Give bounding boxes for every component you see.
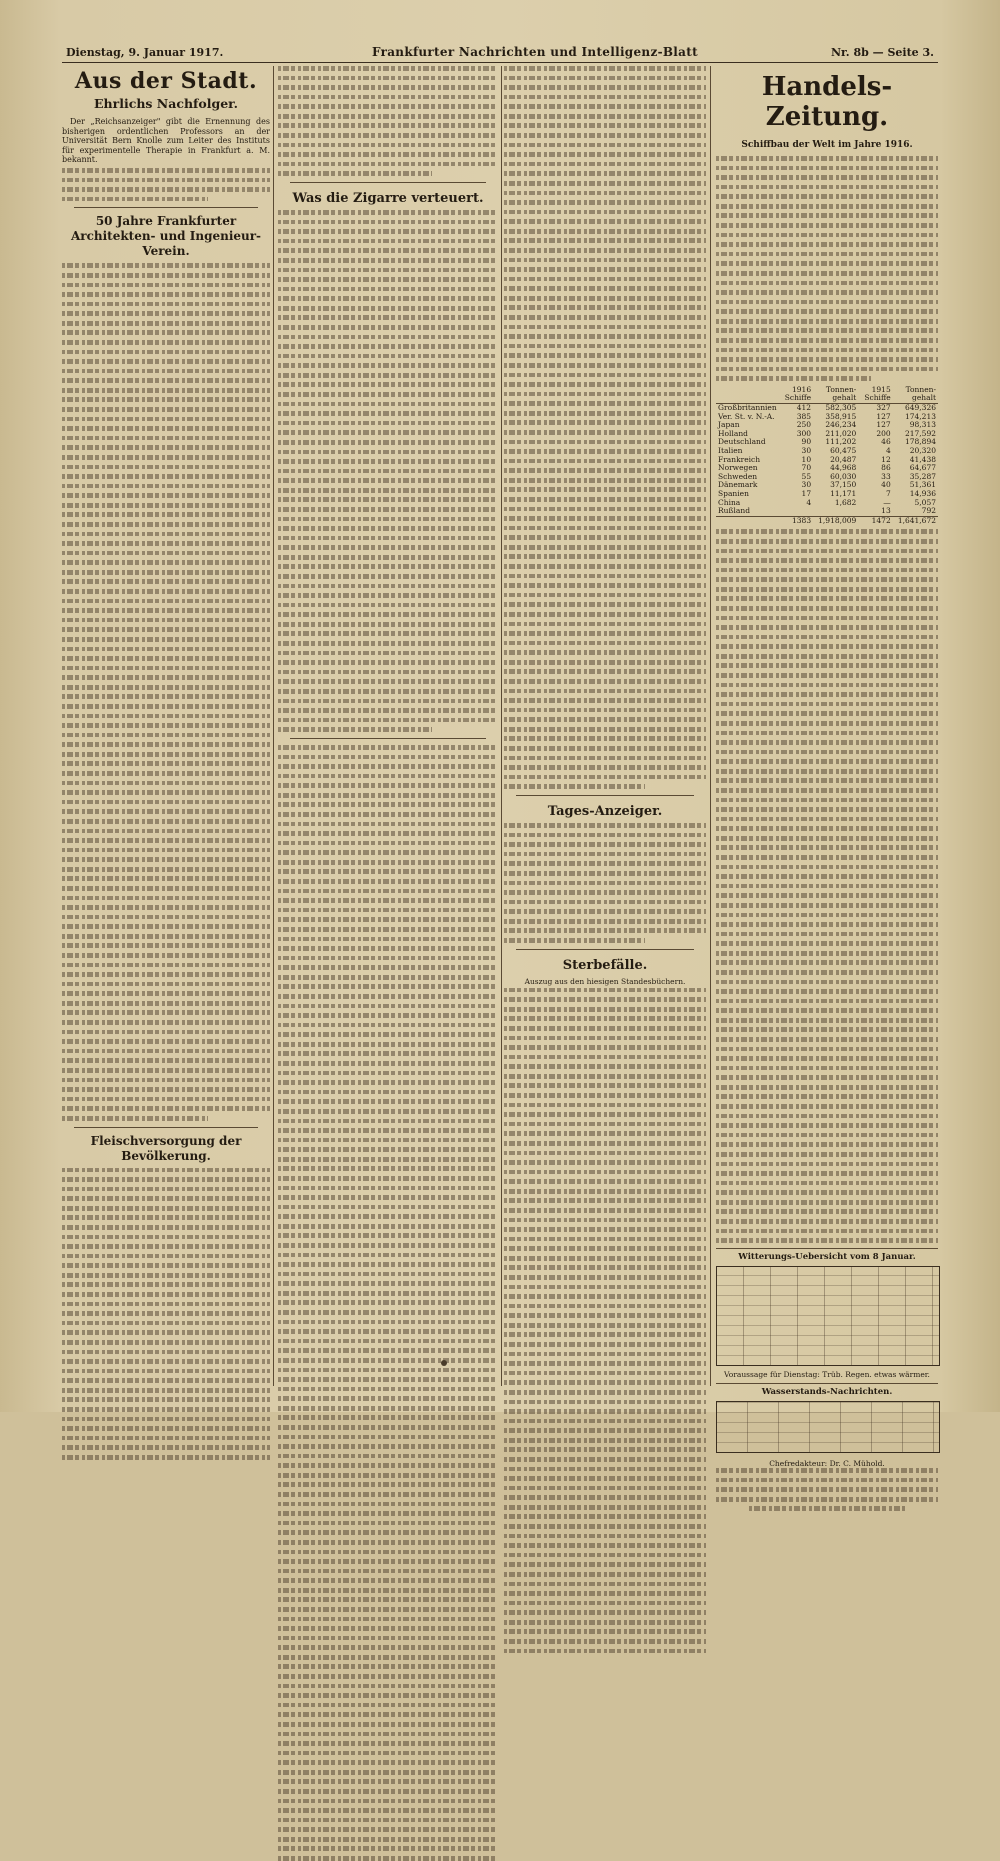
headline-cigar: Was die Zigarre verteuert. [292,191,484,207]
table-cell: 64,677 [909,463,936,473]
article-ehrlich-text: Der „Reichsanzeiger" gibt die Ernennung des bisherigen ordentlichen Professors an der Universität Bern Knolle zum Leiter des Instituts für experimentelle Therapie in Frankfurt a. M. bekannt. [62,117,270,165]
headline-water-levels: Wasserstands-Nachrichten. [761,1386,893,1397]
weather-forecast: Voraussage für Dienstag: Trüb. Regen. etwas wärmer. [724,1369,930,1379]
deaths-list [504,988,706,1654]
table-row [716,490,938,499]
table-total-row [716,516,938,525]
deaths-subtitle: Auszug aus den hiesigen Standesbüchern. [524,976,686,986]
chief-editor: Chefredakteur: Dr. C. Mühold. [769,1458,885,1468]
table-cell: 13 [881,506,891,516]
table-cell: 211,020 [825,428,857,438]
table-cell: Frankreich [718,454,761,464]
section-title-local: Aus der Stadt. [74,68,258,94]
article-foreign-words-body [504,66,706,789]
table-cell: 17 [801,489,812,498]
article-continued-body [278,66,498,176]
article-milk-prices-body [278,745,498,1861]
table-cell: 33 [881,471,891,481]
column-rule [273,66,274,1386]
newspaper-title: Frankfurter Nachrichten und Intelligenz-Blatt [372,45,698,59]
article-architects-body [62,263,270,1120]
page-number: Nr. 8b — Seite 3. [830,46,934,59]
section-title-business: Handels-Zeitung. [761,72,893,132]
headline-ehrlich: Ehrlichs Nachfolger. [94,96,238,111]
table-cell: 5,057 [914,497,936,507]
table-cell: 1,641,672 [893,516,938,525]
table-cell: 1,682 [834,497,857,507]
table-cell: 37,150 [830,480,857,490]
table-header: 1916 Schiffe [779,386,813,404]
masthead [62,44,938,63]
table-cell: Schweden [718,471,758,481]
table-cell [813,507,858,516]
table-cell: 60,030 [830,471,857,481]
table-cell: 412 [796,403,812,413]
table-cell: 7 [885,489,891,498]
table-cell: 200 [876,428,891,438]
article-cigar-body [278,210,498,732]
article-business-notes [716,529,938,1242]
column-business [716,66,938,1468]
article-meat-supply-body [62,1168,270,1460]
bullet-mark [441,1360,447,1366]
table-cell: 40 [881,480,891,490]
article-shipbuilding-body [716,156,938,381]
table-cell: 51,361 [909,480,936,490]
table-cell: 98,313 [909,420,936,430]
column-rule [501,66,502,1386]
table-cell: 178,894 [904,437,936,447]
table-cell [716,516,779,525]
table-cell: 60,475 [830,446,857,456]
table-cell: 127 [876,411,891,421]
table-cell: 4 [885,446,891,456]
table-cell: 41,438 [909,454,936,464]
column-two [278,66,498,1386]
table-cell: 90 [801,437,812,447]
table-cell: 327 [876,403,891,413]
table-cell: 10 [801,454,812,464]
table-cell: 4 [806,497,812,507]
table-header: Tonnen-gehalt [813,386,858,404]
headline-weather: Witterungs-Uebersicht vom 8 Januar. [738,1251,916,1262]
table-cell: 35,287 [909,471,936,481]
column-local-news [62,66,270,1386]
table-cell: Dänemark [718,480,758,490]
table-cell: 792 [921,506,936,516]
table-cell: 300 [796,428,812,438]
table-cell: 55 [801,471,812,481]
table-cell: 385 [796,411,812,421]
column-rule [710,66,711,1386]
headline-architects: 50 Jahre Frankfurter Architekten- und Ingenieur-Verein. [70,214,262,259]
table-cell: 44,968 [830,463,857,473]
table-cell: 246,234 [825,420,857,430]
table-cell: 174,213 [904,411,936,421]
table-cell: 1472 [858,516,892,525]
daily-events-body [504,823,706,943]
table-cell: 20,320 [909,446,936,456]
table-cell: 46 [881,437,891,447]
table-cell: Italien [718,446,743,456]
table-cell: 20,487 [830,454,857,464]
table-row [716,438,938,447]
table-cell: Ver. St. v. N.-A. [718,411,775,421]
table-cell: 127 [876,420,891,430]
table-cell: 649,326 [904,403,936,413]
table-cell: 582,305 [825,403,857,413]
table-cell: Norwegen [718,463,758,473]
table-cell: 86 [881,463,891,473]
table-cell: 1,918,009 [813,516,858,525]
table-cell: Spanien [718,489,749,498]
table-cell: 70 [801,463,812,473]
table-cell [779,507,813,516]
table-cell: 12 [881,454,891,464]
table-cell: 111,202 [825,437,857,447]
table-cell: 217,592 [904,428,936,438]
headline-daily-events: Tages-Anzeiger. [547,804,663,820]
table-row [716,481,938,490]
table-header: 1915 Schiffe [858,386,892,404]
table-cell: Deutschland [718,437,766,447]
headline-deaths: Sterbefälle. [562,957,648,973]
table-cell: Großbritannien [718,403,777,413]
table-cell: 30 [801,446,812,456]
table-cell: Holland [718,428,748,438]
column-three [504,66,706,1386]
table-cell: 358,915 [825,411,857,421]
table-cell: China [718,497,741,507]
shipbuilding-table [716,386,938,526]
headline-meat-supply: Fleischversorgung der Bevölkerung. [90,1133,242,1163]
table-header [716,386,779,404]
water-levels-table [716,1401,940,1453]
issue-date: Dienstag, 9. Januar 1917. [66,46,224,59]
headline-shipbuilding: Schiffbau der Welt im Jahre 1916. [741,140,913,150]
table-header: Tonnen-gehalt [893,386,938,404]
table-cell: 250 [796,420,812,430]
table-cell: 30 [801,480,812,490]
table-cell: 11,171 [830,489,857,498]
imprint [716,1459,938,1511]
table-cell: 1383 [779,516,813,525]
table-cell: — [883,497,891,507]
table-cell: 14,936 [909,489,936,498]
weather-table [716,1266,940,1366]
table-cell: Rußland [718,506,750,516]
table-cell: Japan [718,420,740,430]
table-row [716,507,938,516]
